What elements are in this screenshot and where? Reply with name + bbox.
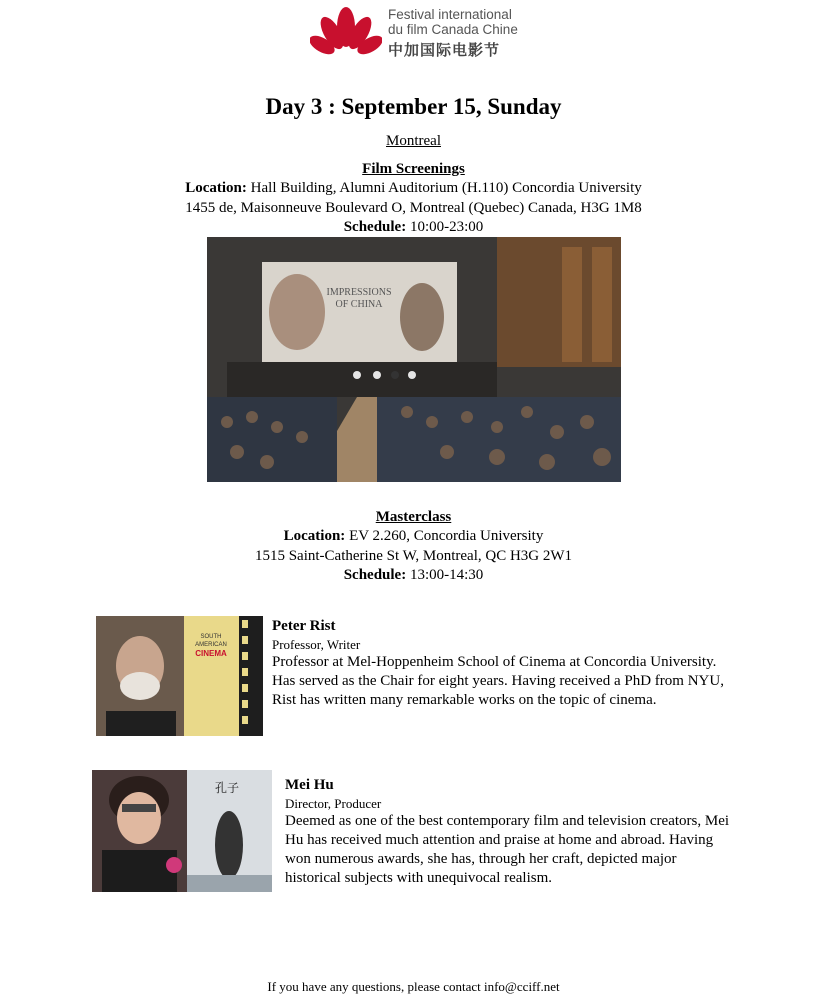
speaker-block-mei-hu [285, 776, 735, 888]
logo-chinese: 中加国际电影节 [388, 41, 501, 59]
screenings-location [0, 178, 827, 198]
speaker-block-peter-rist [272, 617, 742, 710]
city-name: Montreal [386, 133, 441, 149]
speaker-bio: Professor at Mel-Hoppenheim School of Cinema at Concordia University. Has served as the Chair for eight years. Having received a PhD from NYU, Rist has written many remarkable works on the topic of cinema. [272, 654, 724, 708]
masterclass-heading: Masterclass [375, 509, 452, 525]
logo-text [388, 7, 518, 37]
masterclass-location [0, 526, 827, 546]
flower-logo-icon [310, 5, 382, 65]
book-line-2: AMERICAN [195, 642, 227, 648]
location-value: Hall Building, Alumni Auditorium (H.110) Concordia University [250, 180, 642, 196]
speaker-name: Mei Hu [285, 777, 334, 793]
schedule-label: Schedule: [343, 219, 407, 235]
masterclass-address: 1515 Saint-Catherine St W, Montreal, QC H3G 2W1 [254, 548, 573, 564]
location-label: Location: [283, 528, 346, 544]
book-line-3: CINEMA [195, 649, 227, 658]
location-label: Location: [185, 180, 247, 196]
contact-footer: If you have any questions, please contact info@cciff.net [267, 979, 560, 994]
screen-title-2: OF CHINA [335, 299, 383, 310]
screenings-address: 1455 de, Maisonneuve Boulevard O, Montreal (Quebec) Canada, H3G 1M8 [185, 200, 642, 216]
logo-line1: Festival international [388, 7, 512, 22]
screenings-heading: Film Screenings [362, 161, 465, 177]
schedule-value: 10:00-23:00 [409, 219, 484, 235]
speaker-photo-peter-rist [96, 616, 263, 736]
speaker-role: Director, Producer [285, 796, 382, 811]
screenings-schedule [0, 217, 827, 237]
auditorium-photo [207, 237, 621, 482]
speaker-role: Professor, Writer [272, 637, 361, 652]
speaker-photo-mei-hu [92, 770, 272, 892]
speaker-name: Peter Rist [272, 618, 336, 634]
day-title: Day 3 : September 15, Sunday [265, 94, 562, 119]
book-line-1: SOUTH [200, 634, 222, 640]
speaker-bio: Deemed as one of the best contemporary film and television creators, Mei Hu has received much attention and praise at home and abroad. Having won numerous awards, she has, through her craft, depicted major historical subjects with unequivocal realism. [285, 813, 730, 886]
screen-title-1: IMPRESSIONS [326, 287, 392, 298]
festival-logo [310, 5, 530, 67]
masterclass-schedule [0, 565, 827, 585]
schedule-label: Schedule: [343, 567, 407, 583]
location-value: EV 2.260, Concordia University [349, 528, 544, 544]
poster-title: 孔子 [214, 781, 240, 795]
logo-line2: du film Canada Chine [388, 22, 518, 37]
schedule-value: 13:00-14:30 [409, 567, 484, 583]
